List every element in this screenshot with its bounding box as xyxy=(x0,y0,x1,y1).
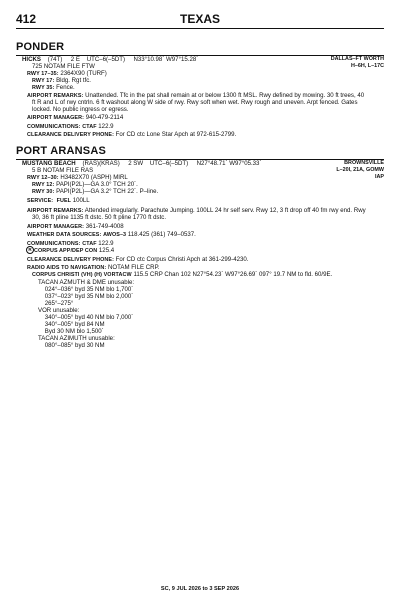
port-elev-notam: 5 B NOTAM FILE RAS xyxy=(32,167,94,174)
port-radio-aids: RADIO AIDS TO NAVIGATION: NOTAM FILE CRP. xyxy=(27,264,160,271)
nav-note-line: Byd 30 NM blo 1,500´ xyxy=(38,328,104,335)
ponder-airport-name: HICKS xyxy=(22,56,41,63)
nav-note-line: 265°–275° xyxy=(38,300,74,307)
port-airport-line: MUSTANG BEACH (RAS)(KRAS) 2 SW UTC–6(–5DT) N27°48.71´ W97°05.33´ xyxy=(22,160,262,167)
ponder-runway: RWY 17–35: 2364X90 (TURF) xyxy=(27,70,107,77)
ponder-elev-notam: 725 NOTAM FILE FTW xyxy=(32,63,95,70)
ponder-remarks-3: locked. No public ingress or egress. xyxy=(32,106,129,113)
nav-note-line: 037°–023° byd 35 NM blo 2,000´ xyxy=(38,293,134,300)
ponder-rwy17: RWY 17: Bldg. Rgt tfc. xyxy=(32,77,91,84)
port-weather: WEATHER DATA SOURCES: AWOS–3 118.425 (361) 749–0537. xyxy=(27,231,196,238)
ponder-manager: AIRPORT MANAGER: 940-479-2114 xyxy=(27,114,124,121)
ponder-remarks-2: ft R and L of rwy cntrln. 6 ft washout along W side of rwy. Rwy soft when wet. Rwy rough and uneven. Arpt fenced. Gates xyxy=(32,99,358,106)
port-clearance: CLEARANCE DELIVERY PHONE: For CD ctc Corpus Christi Apch at 361-299-4230. xyxy=(27,256,249,263)
nav-note-line: TACAN AZIMUTH unusable: xyxy=(38,335,115,342)
ponder-rwy35: RWY 35: Fence. xyxy=(32,84,75,91)
city-ponder: PONDER xyxy=(16,41,65,53)
header-rule xyxy=(16,28,384,29)
page-footer: SC, 9 JUL 2026 to 3 SEP 2026 xyxy=(160,586,240,592)
port-side-refs: BROWNSVILLE L–20I, 21A, GOMW IAP xyxy=(336,160,384,180)
nav-note-line: 340°–005° byd 84 NM xyxy=(38,321,105,328)
ponder-remarks-1: AIRPORT REMARKS: Unattended. Tfc in the pat shall remain at or below 1300 ft MSL. Rwy defined by mowing. 30 ft trees, 40 xyxy=(27,92,365,99)
page-header xyxy=(16,12,384,28)
port-rwy30: RWY 30: PAPI(P2L)—GA 3.2° TCH 22´. P–line. xyxy=(32,188,159,195)
city-port-aransas: PORT ARANSAS xyxy=(16,145,106,157)
nav-note-line: 024°–036° byd 35 NM blo 1,700´ xyxy=(38,286,134,293)
port-rwy12: RWY 12: PAPI(P2L)—GA 3.0° TCH 20´. xyxy=(32,181,138,188)
state-title: TEXAS xyxy=(179,12,220,26)
port-airport-name: MUSTANG BEACH xyxy=(22,160,76,167)
port-vortac: CORPUS CHRISTI (VH) (H) VORTACW 115.5 CRP Chan 102 N27°54.23´ W97°26.69´ 097° 19.7 NM to fld. 60/9E. xyxy=(32,271,333,278)
nav-note-line: VOR unusable: xyxy=(38,307,80,314)
port-communications: COMMUNICATIONS: CTAF 122.9 xyxy=(27,240,114,247)
page-number: 412 xyxy=(16,12,37,26)
radar-r-icon: R xyxy=(26,246,34,254)
nav-note-line: 340°–005° byd 40 NM blo 7,000´ xyxy=(38,314,134,321)
port-runway: RWY 12–30: H3482X70 (ASPH) MIRL xyxy=(27,174,128,181)
ponder-communications: COMMUNICATIONS: CTAF 122.9 xyxy=(27,123,114,130)
nav-note-line: 080°–085° byd 30 NM xyxy=(38,342,105,349)
ponder-clearance: CLEARANCE DELIVERY PHONE: For CD ctc Lone Star Apch at 972-615-2799. xyxy=(27,131,237,138)
port-service: SERVICE: FUEL 100LL xyxy=(27,197,90,204)
port-manager: AIRPORT MANAGER: 361-749-4008 xyxy=(27,223,124,230)
ponder-side-refs: DALLAS–FT WORTH H–6H, L–17C xyxy=(330,56,384,69)
port-approach-control: CORPUS APP/DEP CON 125.4 xyxy=(34,247,115,254)
port-remarks-1: AIRPORT REMARKS: Attended irregularly. Parachute Jumping. 100LL 24 hr self serv. Rwy 12, 3 ft drop off 40 fm rwy end. Rwy xyxy=(27,207,366,214)
port-remarks-2: 30, 36 ft pline 1135 ft dstc. 50 ft pline 1770 ft dstc. xyxy=(32,214,167,221)
nav-note-line: TACAN AZMUTH & DME unusable: xyxy=(38,279,135,286)
ponder-airport-line: HICKS (74T) 2 E UTC–6(–5DT) N33°10.98´ W97°15.28´ xyxy=(22,56,199,63)
